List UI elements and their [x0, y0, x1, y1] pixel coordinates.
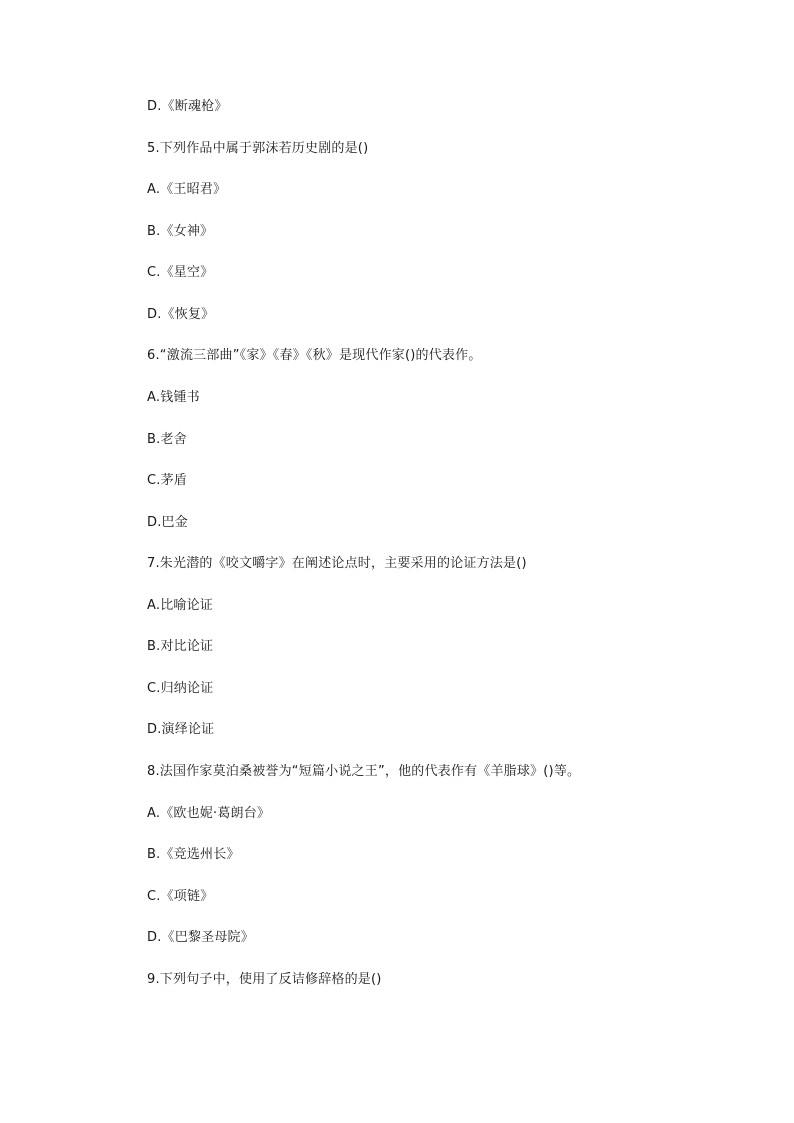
option-5a: A.《王昭君》	[147, 182, 227, 197]
option-6c: C.茅盾	[147, 473, 188, 488]
option-6b: B.老舍	[147, 432, 187, 447]
question-9: 9.下列句子中，使用了反诘修辞格的是()	[147, 972, 382, 987]
option-5c: C.《星空》	[147, 265, 214, 280]
option-8a: A.《欧也妮·葛朗台》	[147, 806, 271, 821]
option-8c: C.《项链》	[147, 889, 214, 904]
option-7a: A.比喻论证	[147, 598, 213, 613]
option-5d: D.《恢复》	[147, 307, 215, 322]
option-6d: D.巴金	[147, 515, 188, 530]
option-8d: D.《巴黎圣母院》	[147, 930, 254, 945]
question-7: 7.朱光潜的《咬文嚼字》在阐述论点时，主要采用的论证方法是()	[147, 556, 527, 571]
option-6a: A.钱锺书	[147, 390, 200, 405]
option-5b: B.《女神》	[147, 224, 214, 239]
question-6: 6.“激流三部曲”《家》《春》《秋》是现代作家()的代表作。	[147, 348, 482, 363]
option-4d: D.《断魂枪》	[147, 99, 228, 114]
option-8b: B.《竞选州长》	[147, 847, 240, 862]
question-8: 8.法国作家莫泊桑被誉为“短篇小说之王”，他的代表作有《羊脂球》()等。	[147, 764, 581, 779]
option-7c: C.归纳论证	[147, 681, 214, 696]
option-7b: B.对比论证	[147, 639, 214, 654]
option-7d: D.演绎论证	[147, 722, 215, 737]
question-5: 5.下列作品中属于郭沫若历史剧的是()	[147, 141, 369, 156]
